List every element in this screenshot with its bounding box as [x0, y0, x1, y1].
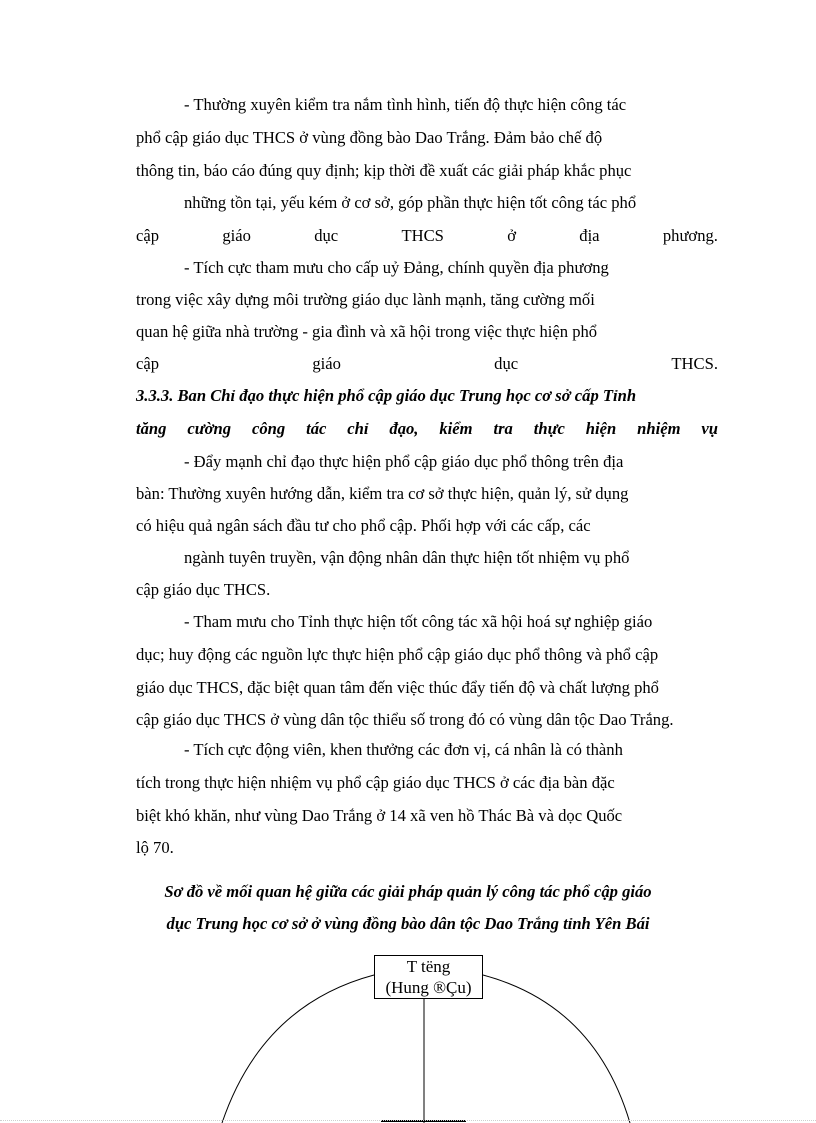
- text-line: những tồn tại, yếu kém ở cơ sở, góp phần thực hiện tốt công tác phổ: [184, 193, 637, 212]
- word: thực: [533, 419, 565, 438]
- word: cường: [187, 419, 232, 438]
- word: tăng: [136, 419, 167, 438]
- word: giáo: [222, 226, 251, 245]
- text-line: ngành tuyên truyền, vận động nhân dân thực hiện tốt nhiệm vụ phổ: [184, 548, 630, 567]
- text-line: có hiệu quả ngân sách đầu tư cho phổ cập. Phối hợp với các cấp, các: [136, 516, 591, 535]
- text-line: tích trong thực hiện nhiệm vụ phổ cập giáo dục THCS ở các địa bàn đặc: [136, 773, 615, 792]
- node-label: T tëng: [406, 957, 451, 976]
- word: THCS.: [671, 354, 718, 373]
- word: THCS: [401, 226, 444, 245]
- text-line: lộ 70.: [136, 838, 174, 857]
- node-sublabel: (Hung ®Çu): [385, 978, 472, 997]
- text-line: bàn: Thường xuyên hướng dẫn, kiểm tra cơ sở thực hiện, quản lý, sử dụng: [136, 484, 629, 503]
- diagram-title-line-2: dục Trung học cơ sở ở vùng đồng bào dân tộc Dao Trắng tỉnh Yên Bái: [166, 914, 650, 933]
- diagram-left-arc: [222, 975, 374, 1123]
- word: đạo,: [389, 419, 419, 438]
- word: công: [252, 419, 286, 438]
- word: ở: [507, 226, 516, 245]
- text-line: cập giáo dục THCS ở vùng dân tộc thiểu số trong đó có vùng dân tộc Dao Trắng.: [136, 710, 674, 729]
- word: dục: [494, 354, 519, 373]
- text-line: - Đẩy mạnh chỉ đạo thực hiện phổ cập giáo dục phổ thông trên địa: [184, 452, 624, 471]
- text-line: phổ cập giáo dục THCS ở vùng đồng bào Dao Trắng. Đảm bảo chế độ: [136, 128, 603, 147]
- text-line: giáo dục THCS, đặc biệt quan tâm đến việc thúc đẩy tiến độ và chất lượng phổ: [136, 678, 659, 697]
- text-line: biệt khó khăn, như vùng Dao Trắng ở 14 xã ven hồ Thác Bà và dọc Quốc: [136, 806, 623, 825]
- word: tra: [493, 419, 513, 438]
- text-line: - Thường xuyên kiểm tra nắm tình hình, tiến độ thực hiện công tác: [184, 95, 627, 114]
- text-line: - Tích cực tham mưu cho cấp uỷ Đảng, chính quyền địa phương: [184, 258, 609, 277]
- text-line: thông tin, báo cáo đúng quy định; kịp thời đề xuất các giải pháp khắc phục: [136, 161, 632, 180]
- text-line: quan hệ giữa nhà trường - gia đình và xã hội trong việc thực hiện phổ: [136, 322, 598, 341]
- text-line: - Tích cực động viên, khen thưởng các đơn vị, cá nhân là có thành: [184, 740, 623, 759]
- diagram-node-box: [374, 955, 483, 999]
- word: nhiệm: [637, 419, 681, 438]
- word: cập: [136, 354, 160, 373]
- word: kiểm: [439, 419, 473, 438]
- section-heading: 3.3.3. Ban Chỉ đạo thực hiện phổ cập giáo dục Trung học cơ sở cấp Tỉnh: [136, 386, 637, 405]
- word: cập: [136, 226, 160, 245]
- diagram-right-arc: [483, 975, 630, 1123]
- word: chỉ: [347, 419, 369, 438]
- text-line: - Tham mưu cho Tỉnh thực hiện tốt công tác xã hội hoá sự nghiệp giáo: [184, 612, 653, 631]
- page-edge-rule: [0, 1120, 816, 1121]
- word: giáo: [312, 354, 341, 373]
- word: hiện: [585, 419, 617, 438]
- word: địa: [579, 226, 600, 245]
- word: vụ: [701, 419, 718, 438]
- text-line: trong việc xây dựng môi trường giáo dục lành mạnh, tăng cường mối: [136, 290, 595, 309]
- word: dục: [314, 226, 339, 245]
- diagram-title: Sơ đồ về mối quan hệ giữa các giải pháp quản lý công tác phổ cập giáo: [164, 882, 652, 901]
- text-line: dục; huy động các nguồn lực thực hiện phổ cập giáo dục phổ thông và phổ cập: [136, 645, 659, 664]
- text-line: cập giáo dục THCS.: [136, 580, 271, 599]
- word: phương.: [662, 226, 718, 245]
- word: tác: [306, 419, 327, 438]
